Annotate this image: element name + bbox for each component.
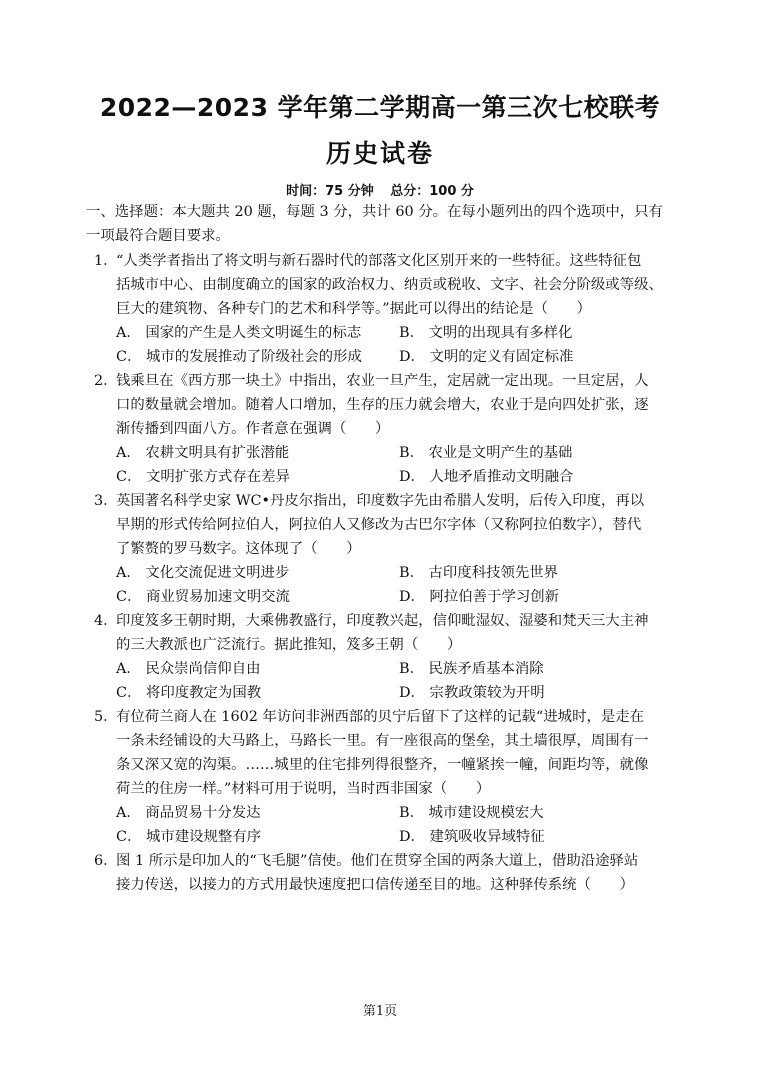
option-b: B． 农业是文明产生的基础 <box>399 445 573 461</box>
question-number: 3． <box>94 493 118 509</box>
option-c: C． 城市的发展推动了阶级社会的形成 <box>116 349 362 365</box>
exam-meta <box>0 180 760 199</box>
option-d: D． 阿拉伯善于学习创新 <box>399 589 560 605</box>
exam-time: 时间：75 分钟 <box>286 184 374 199</box>
question-number: 6． <box>94 853 118 869</box>
question-text-line: 渐传播到四面八方。作者意在强调（ ） <box>116 421 390 437</box>
question-text-line: 图 1 所示是印加人的“飞毛腿”信使。他们在贯穿全国的两条大道上，借助沿途驿站 <box>116 853 639 869</box>
exam-title: 2022—2023 学年第二学期高一第三次七校联考 <box>99 93 661 122</box>
question-text-line: 早期的形式传给阿拉伯人，阿拉伯人又修改为古巴尔字体（又称阿拉伯数字），替代 <box>116 517 642 533</box>
question-text-line: 括城市中心、由制度确立的国家的政治权力、纳贡或税收、文字、社会分阶级或等级、 <box>116 277 663 293</box>
option-a: A． 农耕文明具有扩张潜能 <box>116 445 290 461</box>
option-a: A． 民众崇尚信仰自由 <box>116 661 261 677</box>
question-text-line: 有位荷兰商人在 1602 年访问非洲西部的贝宁后留下了这样的记载“进城时，是走在 <box>116 709 645 725</box>
option-d: D． 宗教政策较为开明 <box>399 685 545 701</box>
option-a: A． 文化交流促进文明进步 <box>116 565 290 581</box>
question-text-line: 口的数量就会增加。随着人口增加，生存的压力就会增大，农业于是向四处扩张，逐 <box>116 397 649 413</box>
question-number: 4． <box>94 613 118 629</box>
question-number: 2． <box>94 373 118 389</box>
question-number: 5． <box>94 709 118 725</box>
page-number: 第1页 <box>362 1004 398 1019</box>
question-text-line: 接力传送，以接力的方式用最快速度把口信传递至目的地。这种驿传系统（ ） <box>116 877 635 893</box>
question-text-line: 英国著名科学史家 WC•丹皮尔指出，印度数字先由希腊人发明，后传入印度，再以 <box>116 493 645 509</box>
question-number: 1． <box>94 253 118 269</box>
option-a: A． 商品贸易十分发达 <box>116 805 261 821</box>
option-c: C． 商业贸易加速文明交流 <box>116 589 290 605</box>
option-d: D． 文明的定义有固定标准 <box>399 349 574 365</box>
option-b: B． 城市建设规模宏大 <box>399 805 544 821</box>
exam-total: 总分：100 分 <box>390 184 474 199</box>
option-c: C． 文明扩张方式存在差异 <box>116 469 290 485</box>
question-text-line: 一条未经铺设的大马路上，马路长一里。有一座很高的堡垒，其土墙很厚，周围有一 <box>116 733 649 749</box>
question-text-line: 钱乘旦在《西方那一块土》中指出，农业一旦产生，定居就一定出现。一旦定居，人 <box>116 373 649 389</box>
option-d: D． 建筑吸收异域特征 <box>399 829 545 845</box>
question-text-line: 巨大的建筑物、各种专门的艺术和科学等。”据此可以得出的结论是（ ） <box>116 301 592 317</box>
question-text-line: “人类学者指出了将文明与新石器时代的部落文化区别开来的一些特征。这些特征包 <box>116 253 642 269</box>
question-text-line: 的三大教派也广泛流行。据此推知，笈多王朝（ ） <box>116 637 462 653</box>
question-text-line: 了繁赘的罗马数字。这体现了（ ） <box>116 541 361 557</box>
exam-subtitle: 历史试卷 <box>325 139 434 168</box>
option-b: B． 民族矛盾基本消除 <box>399 661 544 677</box>
section-instructions-line-1: 一、选择题：本大题共 20 题，每题 3 分，共计 60 分。在每小题列出的四个选项中，只有 <box>86 204 663 220</box>
option-c: C． 城市建设规整有序 <box>116 829 262 845</box>
question-text-line: 荷兰的住房一样。”材料可用于说明，当时西非国家（ ） <box>116 781 491 797</box>
question-text-line: 条又深又宽的沟渠。……城里的住宅排列得很整齐，一幢紧挨一幢，间距均等，就像 <box>116 757 649 773</box>
option-c: C． 将印度教定为国教 <box>116 685 262 701</box>
option-b: B． 古印度科技领先世界 <box>399 565 559 581</box>
question-text-line: 印度笈多王朝时期，大乘佛教盛行，印度教兴起，信仰毗湿奴、湿婆和梵天三大主神 <box>116 613 649 629</box>
option-d: D． 人地矛盾推动文明融合 <box>399 469 574 485</box>
option-b: B． 文明的出现具有多样化 <box>399 325 573 341</box>
option-a: A． 国家的产生是人类文明诞生的标志 <box>116 325 362 341</box>
section-instructions-line-2: 一项最符合题目要求。 <box>86 228 230 244</box>
